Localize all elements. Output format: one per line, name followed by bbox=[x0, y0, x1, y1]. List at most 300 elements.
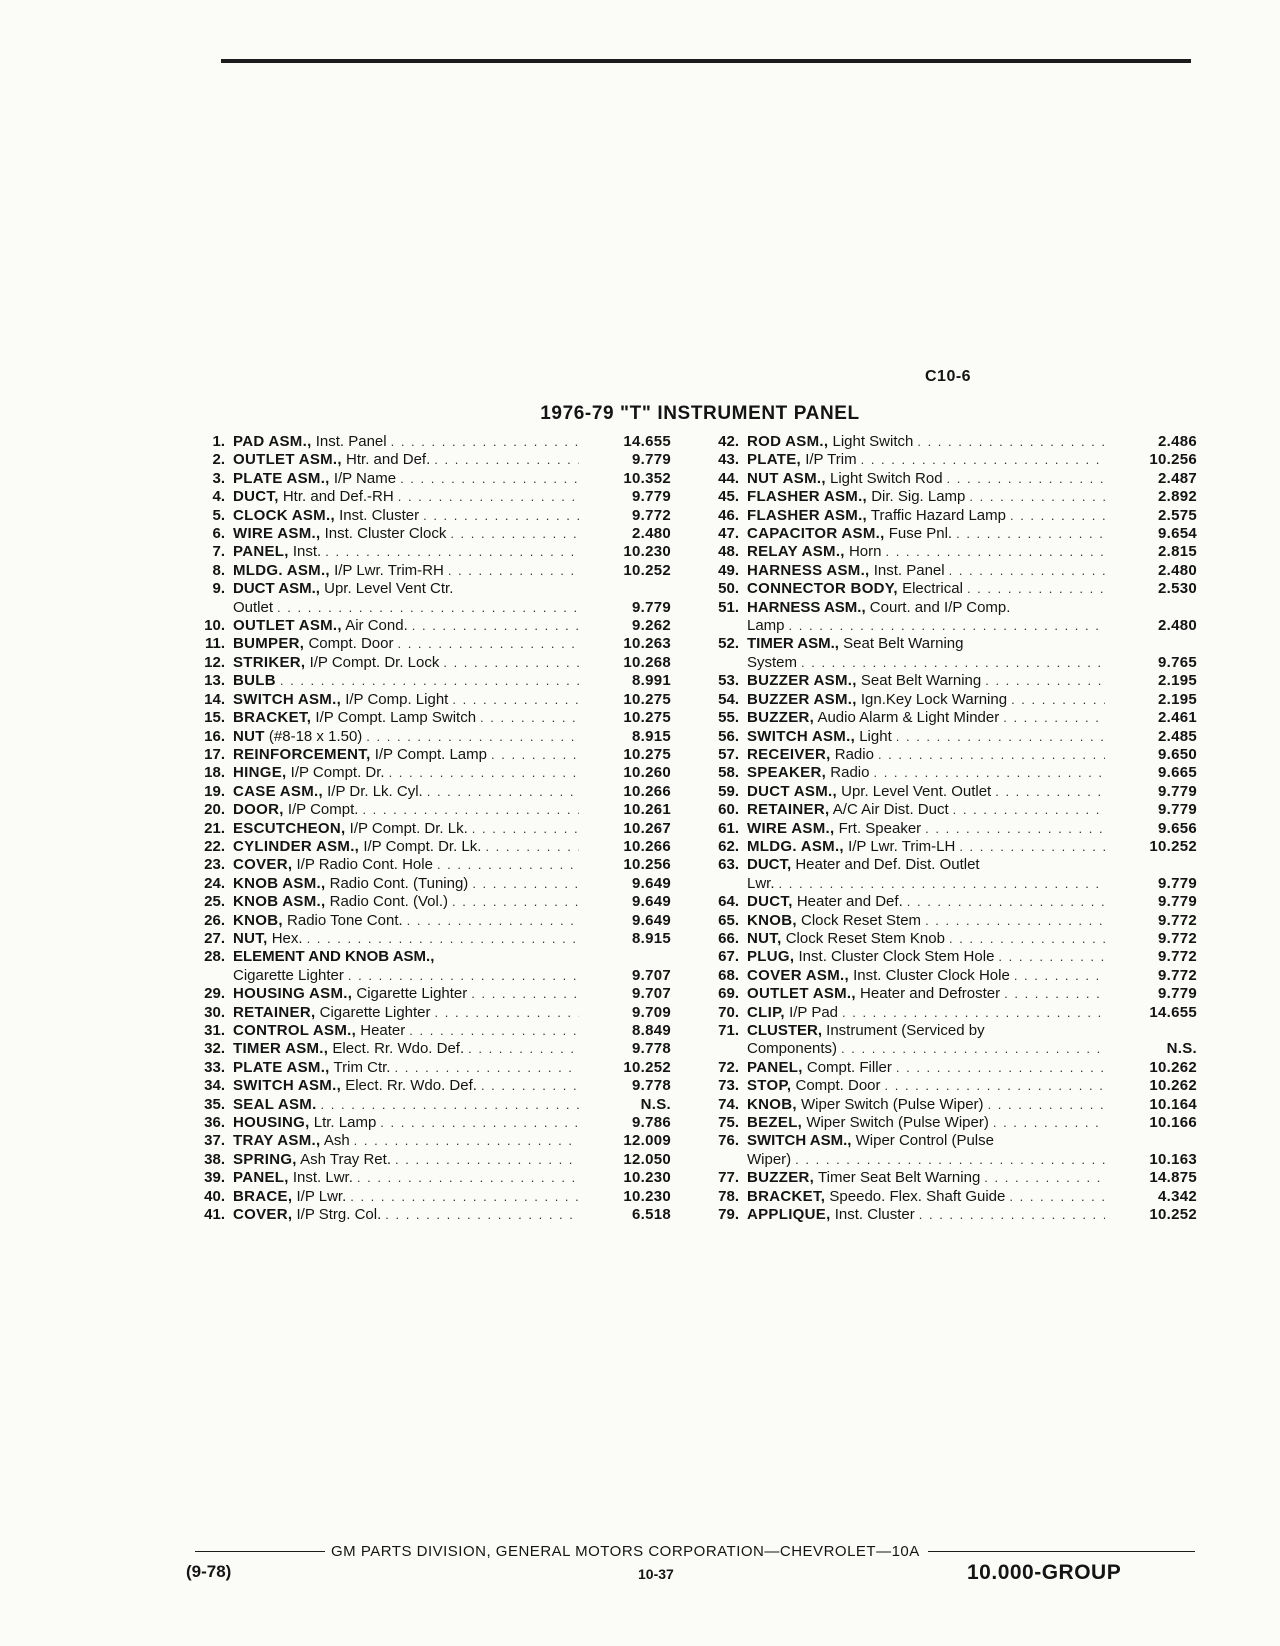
item-text bbox=[233, 1206, 381, 1224]
parts-list-item bbox=[193, 1004, 671, 1022]
part-name: NUT bbox=[233, 727, 265, 745]
part-detail: Upr. Level Vent Ctr. bbox=[324, 580, 454, 598]
leader-dots bbox=[443, 654, 579, 672]
item-text bbox=[233, 1040, 464, 1058]
part-number: 2.530 bbox=[1157, 580, 1197, 598]
item-text bbox=[233, 691, 448, 709]
parts-list-item bbox=[707, 746, 1197, 764]
part-detail: Instrument (Serviced by bbox=[826, 1022, 985, 1039]
part-detail: Court. and I/P Comp. bbox=[869, 598, 1011, 616]
part-detail: Horn bbox=[848, 543, 882, 561]
item-number: 43. bbox=[718, 451, 739, 469]
leader-dots bbox=[993, 1114, 1105, 1132]
parts-list-item bbox=[193, 948, 671, 985]
leader-dots bbox=[380, 1114, 579, 1132]
item-text bbox=[233, 654, 439, 672]
item-description bbox=[747, 1132, 1105, 1169]
item-description bbox=[233, 1004, 579, 1022]
item-text bbox=[233, 1132, 350, 1150]
leader-dots bbox=[1004, 985, 1105, 1003]
part-name: KNOB ASM., bbox=[233, 874, 326, 892]
part-name: BEZEL, bbox=[747, 1114, 803, 1132]
part-name: COVER, bbox=[233, 856, 293, 874]
item-description bbox=[233, 1114, 579, 1132]
part-name: DUCT, bbox=[233, 488, 279, 506]
item-description bbox=[233, 1096, 579, 1114]
part-detail: Ign.Key Lock Warning bbox=[860, 690, 1008, 708]
item-description bbox=[233, 875, 579, 893]
part-detail: Heater and Def. Dist. Outlet bbox=[795, 856, 980, 874]
part-name: STRIKER, bbox=[233, 653, 306, 671]
leader-dots bbox=[472, 875, 579, 893]
part-detail: Wiper Switch (Pulse Wiper) bbox=[801, 1095, 984, 1113]
item-text bbox=[747, 1206, 915, 1224]
item-number: 2. bbox=[212, 451, 225, 469]
item-description-line1 bbox=[233, 948, 579, 966]
item-text bbox=[747, 709, 999, 727]
item-text bbox=[747, 930, 945, 948]
item-text bbox=[233, 856, 433, 874]
page-title: 1976-79 "T" INSTRUMENT PANEL bbox=[540, 403, 860, 424]
part-detail: Speedo. Flex. Shaft Guide bbox=[829, 1187, 1006, 1205]
item-description-line2 bbox=[233, 967, 579, 985]
leader-dots bbox=[984, 1169, 1105, 1187]
parts-list-item bbox=[193, 488, 671, 506]
leader-dots bbox=[468, 1040, 579, 1058]
item-number: 64. bbox=[718, 893, 739, 911]
item-number: 54. bbox=[718, 690, 739, 708]
part-detail: I/P Pad bbox=[789, 1003, 839, 1021]
item-description bbox=[747, 543, 1105, 561]
item-description bbox=[747, 746, 1105, 764]
parts-list-item bbox=[193, 543, 671, 561]
part-number: 9.772 bbox=[1157, 948, 1197, 966]
part-number: 9.779 bbox=[1157, 801, 1197, 819]
part-name: SPEAKER, bbox=[747, 764, 827, 782]
leader-dots bbox=[357, 1169, 579, 1187]
item-description bbox=[747, 912, 1105, 930]
item-text bbox=[233, 1114, 376, 1132]
item-number: 53. bbox=[718, 672, 739, 690]
part-detail: Heater and Def. bbox=[796, 893, 903, 911]
parts-list-item bbox=[707, 967, 1197, 985]
part-name: KNOB, bbox=[747, 911, 797, 929]
part-detail: I/P Strg. Col. bbox=[296, 1206, 382, 1224]
part-name: PANEL, bbox=[233, 543, 289, 561]
item-number: 76. bbox=[718, 1132, 739, 1150]
part-detail: Light Switch bbox=[832, 433, 914, 450]
parts-list-item bbox=[707, 783, 1197, 801]
footer-group: 10.000-GROUP bbox=[967, 1561, 1122, 1584]
part-name: HARNESS ASM., bbox=[747, 598, 866, 616]
leader-dots bbox=[412, 617, 579, 635]
part-number: 10.166 bbox=[1149, 1114, 1197, 1132]
item-text bbox=[233, 451, 430, 469]
item-description bbox=[747, 1077, 1105, 1095]
item-description bbox=[747, 801, 1105, 819]
item-number: 52. bbox=[718, 635, 739, 653]
item-number: 15. bbox=[204, 709, 225, 727]
part-number: 9.786 bbox=[631, 1114, 671, 1132]
item-description bbox=[233, 856, 579, 874]
part-number: 2.892 bbox=[1157, 488, 1197, 506]
footer-page-number: 10-37 bbox=[638, 1566, 674, 1582]
parts-list-item bbox=[707, 562, 1197, 580]
item-text bbox=[233, 1188, 346, 1206]
part-name: OUTLET ASM., bbox=[747, 985, 856, 1003]
leader-dots bbox=[391, 433, 579, 451]
leader-dots bbox=[907, 893, 1105, 911]
part-detail: Compt. Filler bbox=[806, 1058, 892, 1076]
item-text bbox=[233, 985, 467, 1003]
part-name: WIRE ASM., bbox=[747, 819, 835, 837]
item-text bbox=[233, 433, 387, 451]
part-detail: I/P Lwr. Trim-RH bbox=[334, 561, 444, 579]
item-description bbox=[233, 1077, 579, 1095]
item-description-line2 bbox=[747, 654, 1105, 672]
leader-dots bbox=[362, 801, 579, 819]
item-description-lines bbox=[747, 1022, 1105, 1059]
item-text bbox=[233, 838, 481, 856]
part-name: BRACKET, bbox=[233, 709, 312, 727]
item-number: 58. bbox=[718, 764, 739, 782]
part-detail: I/P Compt. bbox=[287, 801, 359, 819]
item-description-line1 bbox=[747, 599, 1105, 617]
part-number: 10.275 bbox=[623, 709, 671, 727]
parts-list-item bbox=[707, 948, 1197, 966]
item-text bbox=[747, 838, 955, 856]
leader-dots bbox=[795, 1151, 1105, 1169]
parts-list-item bbox=[707, 801, 1197, 819]
part-detail: I/P Name bbox=[333, 469, 397, 487]
item-number: 36. bbox=[204, 1114, 225, 1132]
part-detail: Compt. Door bbox=[795, 1077, 881, 1095]
parts-list-item bbox=[707, 599, 1197, 636]
item-description-line1 bbox=[747, 1022, 1105, 1040]
item-number: 22. bbox=[204, 837, 225, 855]
item-number: 26. bbox=[204, 911, 225, 929]
item-number: 14. bbox=[204, 690, 225, 708]
part-detail: I/P Comp. Light bbox=[345, 690, 449, 708]
item-text bbox=[747, 433, 913, 451]
part-detail: Air Cond. bbox=[345, 617, 408, 635]
item-text bbox=[747, 672, 981, 690]
part-name: NUT ASM., bbox=[747, 469, 826, 487]
parts-list-item bbox=[193, 1077, 671, 1095]
part-name: COVER ASM., bbox=[747, 966, 849, 984]
item-description bbox=[747, 672, 1105, 690]
parts-list-item bbox=[707, 1004, 1197, 1022]
item-number: 72. bbox=[718, 1058, 739, 1076]
leader-dots bbox=[956, 525, 1105, 543]
part-detail: Clock Reset Stem bbox=[801, 911, 922, 929]
item-text bbox=[747, 1004, 838, 1022]
part-detail: Inst. bbox=[292, 543, 322, 561]
item-number: 63. bbox=[718, 856, 739, 874]
part-detail: Radio Tone Cont. bbox=[287, 911, 403, 929]
item-number: 9. bbox=[212, 580, 225, 598]
part-detail: I/P Compt. Dr. bbox=[290, 764, 385, 782]
part-number: 8.915 bbox=[631, 929, 671, 947]
part-detail: I/P Lwr. bbox=[296, 1187, 347, 1205]
item-text bbox=[233, 728, 362, 746]
parts-list-item bbox=[707, 525, 1197, 543]
part-number: 2.480 bbox=[631, 525, 671, 543]
part-number: 6.518 bbox=[631, 1206, 671, 1224]
item-text bbox=[747, 893, 903, 911]
item-description bbox=[747, 1114, 1105, 1132]
item-description bbox=[233, 893, 579, 911]
part-detail: Cigarette Lighter bbox=[356, 985, 468, 1003]
part-detail: Frt. Speaker bbox=[838, 819, 922, 837]
part-detail: I/P Compt. Dr. Lk. bbox=[349, 819, 468, 837]
item-number: 16. bbox=[204, 727, 225, 745]
part-name: MLDG. ASM., bbox=[233, 561, 330, 579]
item-number: 3. bbox=[212, 469, 225, 487]
parts-list-item bbox=[707, 1206, 1197, 1224]
leader-dots bbox=[398, 488, 579, 506]
part-name: SEAL ASM. bbox=[233, 1095, 317, 1113]
part-detail: Hex. bbox=[271, 929, 303, 947]
part-number: 9.765 bbox=[1157, 653, 1197, 671]
item-text bbox=[747, 1169, 980, 1187]
item-description-lines bbox=[747, 856, 1105, 893]
item-description bbox=[233, 912, 579, 930]
leader-dots bbox=[452, 893, 579, 911]
part-name: APPLIQUE, bbox=[747, 1206, 831, 1224]
item-text bbox=[747, 764, 869, 782]
parts-list-item bbox=[707, 1022, 1197, 1059]
part-name: ELEMENT AND KNOB ASM., bbox=[233, 948, 435, 966]
leader-dots bbox=[801, 654, 1105, 672]
part-number: 9.772 bbox=[1157, 966, 1197, 984]
part-number: 9.779 bbox=[1157, 782, 1197, 800]
item-description bbox=[233, 728, 579, 746]
item-number: 18. bbox=[204, 764, 225, 782]
item-number: 51. bbox=[718, 598, 739, 616]
part-name: CLIP, bbox=[747, 1003, 785, 1021]
part-detail: Htr. and Def. bbox=[346, 451, 431, 469]
parts-list-item bbox=[193, 433, 671, 451]
parts-list-item bbox=[193, 801, 671, 819]
part-name: HOUSING, bbox=[233, 1114, 310, 1132]
item-description bbox=[233, 1151, 579, 1169]
parts-list-item bbox=[707, 764, 1197, 782]
parts-list-item bbox=[707, 985, 1197, 1003]
part-number: 10.252 bbox=[1149, 837, 1197, 855]
item-number: 56. bbox=[718, 727, 739, 745]
parts-list-item bbox=[707, 1077, 1197, 1095]
item-number: 70. bbox=[718, 1003, 739, 1021]
item-description bbox=[233, 507, 579, 525]
item-description bbox=[747, 488, 1105, 506]
part-number: 4.342 bbox=[1157, 1187, 1197, 1205]
part-detail: Fuse Pnl. bbox=[888, 525, 953, 543]
parts-list-item bbox=[193, 728, 671, 746]
part-detail: Wiper Switch (Pulse Wiper) bbox=[806, 1114, 989, 1132]
item-number: 6. bbox=[212, 525, 225, 543]
part-name: RELAY ASM., bbox=[747, 543, 845, 561]
part-number: 9.779 bbox=[1157, 874, 1197, 892]
item-description bbox=[747, 1096, 1105, 1114]
leader-dots bbox=[394, 1059, 579, 1077]
item-number: 50. bbox=[718, 580, 739, 598]
part-detail: Inst. Cluster Clock Stem Hole bbox=[798, 948, 995, 966]
parts-list-item bbox=[193, 1151, 671, 1169]
part-detail: Light bbox=[859, 727, 892, 745]
item-number: 79. bbox=[718, 1206, 739, 1224]
item-text bbox=[233, 930, 303, 948]
part-name: SWITCH ASM., bbox=[747, 1132, 852, 1150]
item-description-lines bbox=[233, 580, 579, 617]
item-description bbox=[233, 488, 579, 506]
item-text bbox=[233, 525, 446, 543]
part-name: HARNESS ASM., bbox=[747, 561, 870, 579]
part-detail: Traffic Hazard Lamp bbox=[870, 506, 1006, 524]
item-text bbox=[747, 451, 857, 469]
parts-list-item bbox=[707, 893, 1197, 911]
part-detail: Inst. Cluster bbox=[339, 506, 420, 524]
part-number: 12.050 bbox=[623, 1150, 671, 1168]
parts-list-item bbox=[193, 930, 671, 948]
part-name: PLATE ASM., bbox=[233, 1058, 330, 1076]
part-name: TIMER ASM., bbox=[233, 1040, 329, 1058]
leader-dots bbox=[437, 856, 579, 874]
part-number: N.S. bbox=[640, 1095, 671, 1113]
leader-dots bbox=[925, 820, 1105, 838]
part-detail: A/C Air Dist. Duct bbox=[832, 801, 949, 819]
parts-list-item bbox=[707, 451, 1197, 469]
item-text bbox=[747, 691, 1007, 709]
item-text bbox=[747, 470, 943, 488]
part-name: FLASHER ASM., bbox=[747, 506, 868, 524]
item-text bbox=[233, 543, 321, 561]
item-number: 17. bbox=[204, 745, 225, 763]
item-text bbox=[747, 525, 952, 543]
part-detail: Dir. Sig. Lamp bbox=[871, 488, 966, 506]
part-name: BRACKET, bbox=[747, 1187, 826, 1205]
part-detail-continued: Components) bbox=[747, 1040, 838, 1058]
part-name: HINGE, bbox=[233, 764, 287, 782]
part-name: RETAINER, bbox=[747, 801, 830, 819]
item-description bbox=[233, 1206, 579, 1224]
item-description bbox=[233, 433, 579, 451]
part-name: CLOCK ASM., bbox=[233, 506, 335, 524]
parts-list-item bbox=[193, 507, 671, 525]
item-description bbox=[747, 1022, 1105, 1059]
parts-list-item bbox=[193, 764, 671, 782]
part-number: 2.461 bbox=[1157, 709, 1197, 727]
part-number: 9.665 bbox=[1157, 764, 1197, 782]
part-name: SWITCH ASM., bbox=[233, 1077, 342, 1095]
item-description-line1 bbox=[747, 856, 1105, 874]
item-description bbox=[233, 451, 579, 469]
part-detail: Wiper Control (Pulse bbox=[855, 1132, 994, 1150]
item-description bbox=[747, 985, 1105, 1003]
part-detail: I/P Compt. Lamp Switch bbox=[315, 709, 477, 727]
part-number: 10.262 bbox=[1149, 1077, 1197, 1095]
item-number: 45. bbox=[718, 488, 739, 506]
parts-list-item bbox=[707, 1188, 1197, 1206]
parts-list-item bbox=[193, 451, 671, 469]
item-description bbox=[233, 1040, 579, 1058]
leader-dots bbox=[896, 728, 1105, 746]
item-text bbox=[747, 985, 1000, 1003]
item-number: 66. bbox=[718, 929, 739, 947]
parts-list-item bbox=[707, 635, 1197, 672]
part-detail: I/P Radio Cont. Hole bbox=[296, 856, 433, 874]
item-description bbox=[233, 543, 579, 561]
part-name: REINFORCEMENT, bbox=[233, 745, 371, 763]
leader-dots bbox=[485, 838, 579, 856]
part-name: WIRE ASM., bbox=[233, 525, 321, 543]
parts-list-item bbox=[193, 1206, 671, 1224]
part-name: FLASHER ASM., bbox=[747, 488, 868, 506]
part-name: SPRING, bbox=[233, 1150, 297, 1168]
parts-list-item bbox=[707, 580, 1197, 598]
part-detail: (#8-18 x 1.50) bbox=[268, 727, 363, 745]
item-description bbox=[747, 470, 1105, 488]
item-text bbox=[747, 820, 921, 838]
part-detail: I/P Compt. Lamp bbox=[374, 745, 487, 763]
item-text bbox=[233, 488, 394, 506]
part-detail-continued: Wiper) bbox=[747, 1150, 792, 1168]
item-number: 68. bbox=[718, 966, 739, 984]
leader-dots bbox=[471, 985, 579, 1003]
item-text bbox=[747, 1188, 1005, 1206]
part-detail: I/P Compt. Dr. Lk. bbox=[363, 837, 482, 855]
parts-list-item bbox=[193, 746, 671, 764]
leader-dots bbox=[1003, 709, 1105, 727]
leader-dots bbox=[448, 562, 579, 580]
item-description bbox=[233, 470, 579, 488]
leader-dots bbox=[988, 1096, 1105, 1114]
leader-dots bbox=[969, 488, 1105, 506]
item-number: 78. bbox=[718, 1187, 739, 1205]
parts-list-item bbox=[193, 580, 671, 617]
part-detail: I/P Dr. Lk. Cyl. bbox=[327, 782, 423, 800]
part-name: TRAY ASM., bbox=[233, 1132, 321, 1150]
leader-dots bbox=[407, 912, 579, 930]
parts-list-item bbox=[707, 507, 1197, 525]
item-text bbox=[233, 1169, 353, 1187]
item-description bbox=[747, 1188, 1105, 1206]
item-description bbox=[233, 1059, 579, 1077]
item-number: 60. bbox=[718, 801, 739, 819]
item-number: 8. bbox=[212, 561, 225, 579]
leader-dots bbox=[389, 764, 579, 782]
parts-list-item bbox=[707, 930, 1197, 948]
parts-list-item bbox=[193, 893, 671, 911]
item-text bbox=[747, 1114, 989, 1132]
part-number: 9.262 bbox=[631, 617, 671, 635]
leader-dots bbox=[949, 930, 1105, 948]
part-number: 9.709 bbox=[631, 1003, 671, 1021]
part-name: RECEIVER, bbox=[747, 745, 831, 763]
item-number: 57. bbox=[718, 745, 739, 763]
part-detail: Heater bbox=[360, 1022, 406, 1039]
part-name: BUMPER, bbox=[233, 635, 305, 653]
item-text bbox=[233, 617, 408, 635]
part-number: 10.263 bbox=[623, 635, 671, 653]
item-number: 24. bbox=[204, 874, 225, 892]
part-name: NUT, bbox=[747, 929, 782, 947]
leader-dots bbox=[917, 433, 1105, 451]
item-text bbox=[747, 1059, 892, 1077]
part-number: 9.772 bbox=[1157, 929, 1197, 947]
leader-dots bbox=[491, 746, 579, 764]
part-name: PLATE ASM., bbox=[233, 469, 330, 487]
